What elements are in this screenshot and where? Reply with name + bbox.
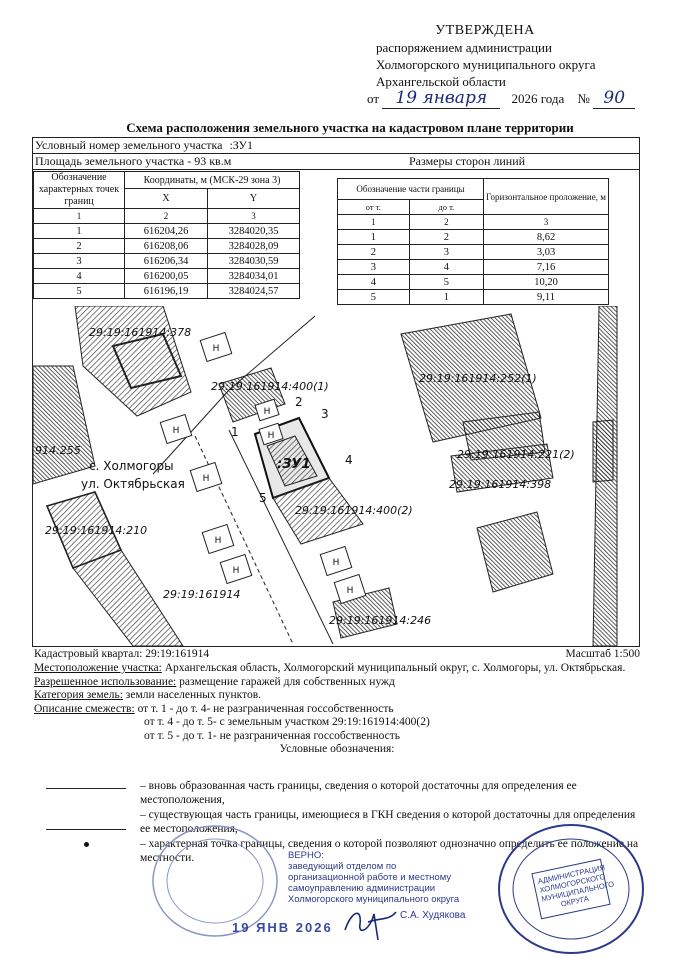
building-n-label: Н bbox=[202, 474, 210, 484]
number-prefix: № bbox=[577, 91, 590, 106]
map-label-village: с. Холмогоры bbox=[89, 459, 174, 473]
adjacency-label: Описание смежеств: bbox=[34, 702, 135, 715]
sides-col-from: от т. bbox=[338, 200, 410, 215]
scale-label: Масштаб 1:500 bbox=[565, 648, 640, 660]
map-label-quarter: 29:19:161914 bbox=[163, 588, 241, 601]
coords-num: 1 bbox=[34, 209, 125, 224]
parcel-row bbox=[33, 138, 639, 154]
point-label-2: 2 bbox=[295, 395, 303, 409]
map-label-400-1: 29:19:161914:400(1) bbox=[211, 380, 329, 393]
legend-item-1: – вновь образованная часть границы, сведения о которой достаточны для определения ее местоположения, bbox=[140, 780, 577, 806]
approval-line-2: Холмогорского муниципального округа bbox=[376, 57, 596, 72]
adjacency-2: от т. 4 - до т. 5- с земельным участком 29:19:161914:400(2) bbox=[144, 716, 430, 728]
verno-label: ВЕРНО: bbox=[288, 850, 324, 861]
cert-line-1: заведующий отделом по bbox=[288, 861, 397, 872]
sides-num: 1 bbox=[338, 215, 410, 230]
building-n-label: Н bbox=[212, 344, 220, 354]
use-value: размещение гаражей для собственных нужд bbox=[179, 675, 395, 688]
date-stamp: 19 ЯНВ 2026 bbox=[232, 920, 333, 935]
category-label: Категория земель: bbox=[34, 689, 123, 701]
legend-heading: Условные обозначения: bbox=[279, 743, 395, 755]
table-row: 1 616204,26 3284020,35 bbox=[34, 224, 300, 239]
map-label-400-2: 29:19:161914:400(2) bbox=[295, 504, 413, 517]
category-value: земли населенных пунктов. bbox=[125, 689, 262, 701]
legend-line-existing bbox=[46, 829, 126, 830]
table-row: 1 2 8,62 bbox=[338, 230, 609, 245]
table-row: 5 1 9,11 bbox=[338, 290, 609, 305]
point-label-3: 3 bbox=[321, 407, 329, 421]
adjacency-3: от т. 5 - до т. 1- не разграниченная госсобственность bbox=[144, 729, 401, 742]
building-n-label: Н bbox=[346, 586, 354, 596]
date-prefix: от bbox=[367, 91, 380, 106]
legend-point-dot bbox=[84, 842, 89, 847]
map-label-210: 29:19:161914:210 bbox=[45, 524, 148, 537]
building-n-label: Н bbox=[263, 407, 271, 417]
right-box-shape bbox=[593, 420, 613, 482]
coords-num: 3 bbox=[208, 209, 300, 224]
building-n-label: Н bbox=[332, 558, 340, 568]
certification-block bbox=[288, 850, 459, 905]
approval-heading: УТВЕРЖДЕНА bbox=[435, 23, 535, 38]
coords-num: 2 bbox=[125, 209, 208, 224]
cert-line-2: организационной работе и местному bbox=[288, 872, 452, 883]
coords-col-coords: Координаты, м (МСК-29 зона 3) bbox=[125, 172, 300, 189]
location-value: Архангельская область, Холмогорский муниципальный округ, с. Холмогоры, ул. Октябрьская. bbox=[164, 662, 626, 674]
sides-table bbox=[337, 178, 609, 305]
use-label: Разрешенное использование: bbox=[34, 675, 177, 688]
table-row: 3 616206,34 3284030,59 bbox=[34, 254, 300, 269]
table-row: 5 616196,19 3284024,57 bbox=[34, 284, 300, 299]
sides-num: 2 bbox=[409, 215, 483, 230]
scheme-title: Схема расположения земельного участка на кадастровом плане территории bbox=[126, 120, 574, 135]
building-n-label: Н bbox=[172, 426, 180, 436]
building-n-label: Н bbox=[214, 536, 222, 546]
map-label-255: 914:255 bbox=[35, 444, 81, 457]
adjacency-1: от т. 1 - до т. 4- не разграниченная госсобственность bbox=[137, 702, 394, 715]
point-label-5: 5 bbox=[259, 491, 267, 505]
sides-num: 3 bbox=[484, 215, 609, 230]
table-row: 3 4 7,16 bbox=[338, 260, 609, 275]
area-row bbox=[33, 154, 639, 170]
approval-date-line bbox=[367, 88, 635, 109]
building-n-label: Н bbox=[232, 566, 240, 576]
coords-col-point: Обозначение характерных точек границ bbox=[34, 172, 125, 209]
signer-name: С.А. Худякова bbox=[400, 910, 466, 921]
coords-col-x: X bbox=[125, 189, 208, 209]
sides-col-part: Обозначение части границы bbox=[338, 179, 484, 200]
map-label-246: 29:19:161914:246 bbox=[329, 614, 432, 627]
table-row: 2 3 3,03 bbox=[338, 245, 609, 260]
point-label-1: 1 bbox=[231, 425, 239, 439]
info-block bbox=[34, 648, 640, 757]
date-year: 2026 года bbox=[511, 91, 565, 106]
coords-col-y: Y bbox=[208, 189, 300, 209]
date-handwritten: 19 января bbox=[382, 88, 500, 109]
map-label-398: 29:19:161914:398 bbox=[449, 478, 552, 491]
map-label-378: 29:19:161914:378 bbox=[89, 326, 192, 339]
signature-handwritten bbox=[340, 900, 400, 944]
legend-item-2: – существующая часть границы, имеющиеся в ГКН сведения о которой достаточны для определения ее местоположения, bbox=[140, 809, 636, 835]
table-row: 4 616200,05 3284034,01 bbox=[34, 269, 300, 284]
approval-block bbox=[370, 22, 600, 90]
point-label-4: 4 bbox=[345, 453, 353, 467]
cadastral-map bbox=[33, 306, 639, 646]
map-label-252: 29:19:161914:252(1) bbox=[419, 372, 537, 385]
legend-item-3: – характерная точка границы, сведения о которой позволяют однозначно определить ее положение на местности. bbox=[140, 838, 639, 864]
table-row: 4 5 10,20 bbox=[338, 275, 609, 290]
map-label-221: 29:19:161914:221(2) bbox=[457, 448, 575, 461]
parcel-label: Условный номер земельного участка bbox=[35, 138, 223, 152]
map-label-zu1: :ЗУ1 bbox=[277, 457, 311, 472]
sides-label: Размеры сторон линий bbox=[409, 154, 526, 168]
right-seal-text: АДМИНИСТРАЦИЯ ХОЛМОГОРСКОГО МУНИЦИПАЛЬНОГО ОКРУГА bbox=[536, 862, 615, 909]
cert-line-3: самоуправлению администрации bbox=[288, 883, 436, 894]
area-label: Площадь земельного участка - 93 кв.м bbox=[35, 154, 232, 168]
sides-col-to: до т. bbox=[409, 200, 483, 215]
parcel-number: :ЗУ1 bbox=[229, 138, 253, 152]
number-handwritten: 90 bbox=[593, 88, 635, 109]
scheme-form bbox=[32, 137, 640, 647]
legend-line-new bbox=[46, 788, 126, 789]
cert-line-4: Холмогорского муниципального округа bbox=[288, 894, 460, 905]
location-label: Местоположение участка: bbox=[34, 662, 162, 674]
table-row: 2 616208,06 3284028,09 bbox=[34, 239, 300, 254]
quarter-label: Кадастровый квартал: 29:19:161914 bbox=[34, 648, 210, 660]
building-n-label: Н bbox=[267, 431, 275, 441]
coords-table bbox=[33, 171, 300, 299]
map-label-street: ул. Октябрьская bbox=[81, 477, 185, 491]
approval-line-1: распоряжением администрации bbox=[376, 40, 552, 55]
sides-col-len: Горизонтальное проложение, м bbox=[484, 179, 609, 215]
approval-line-3: Архангельской области bbox=[376, 74, 506, 89]
